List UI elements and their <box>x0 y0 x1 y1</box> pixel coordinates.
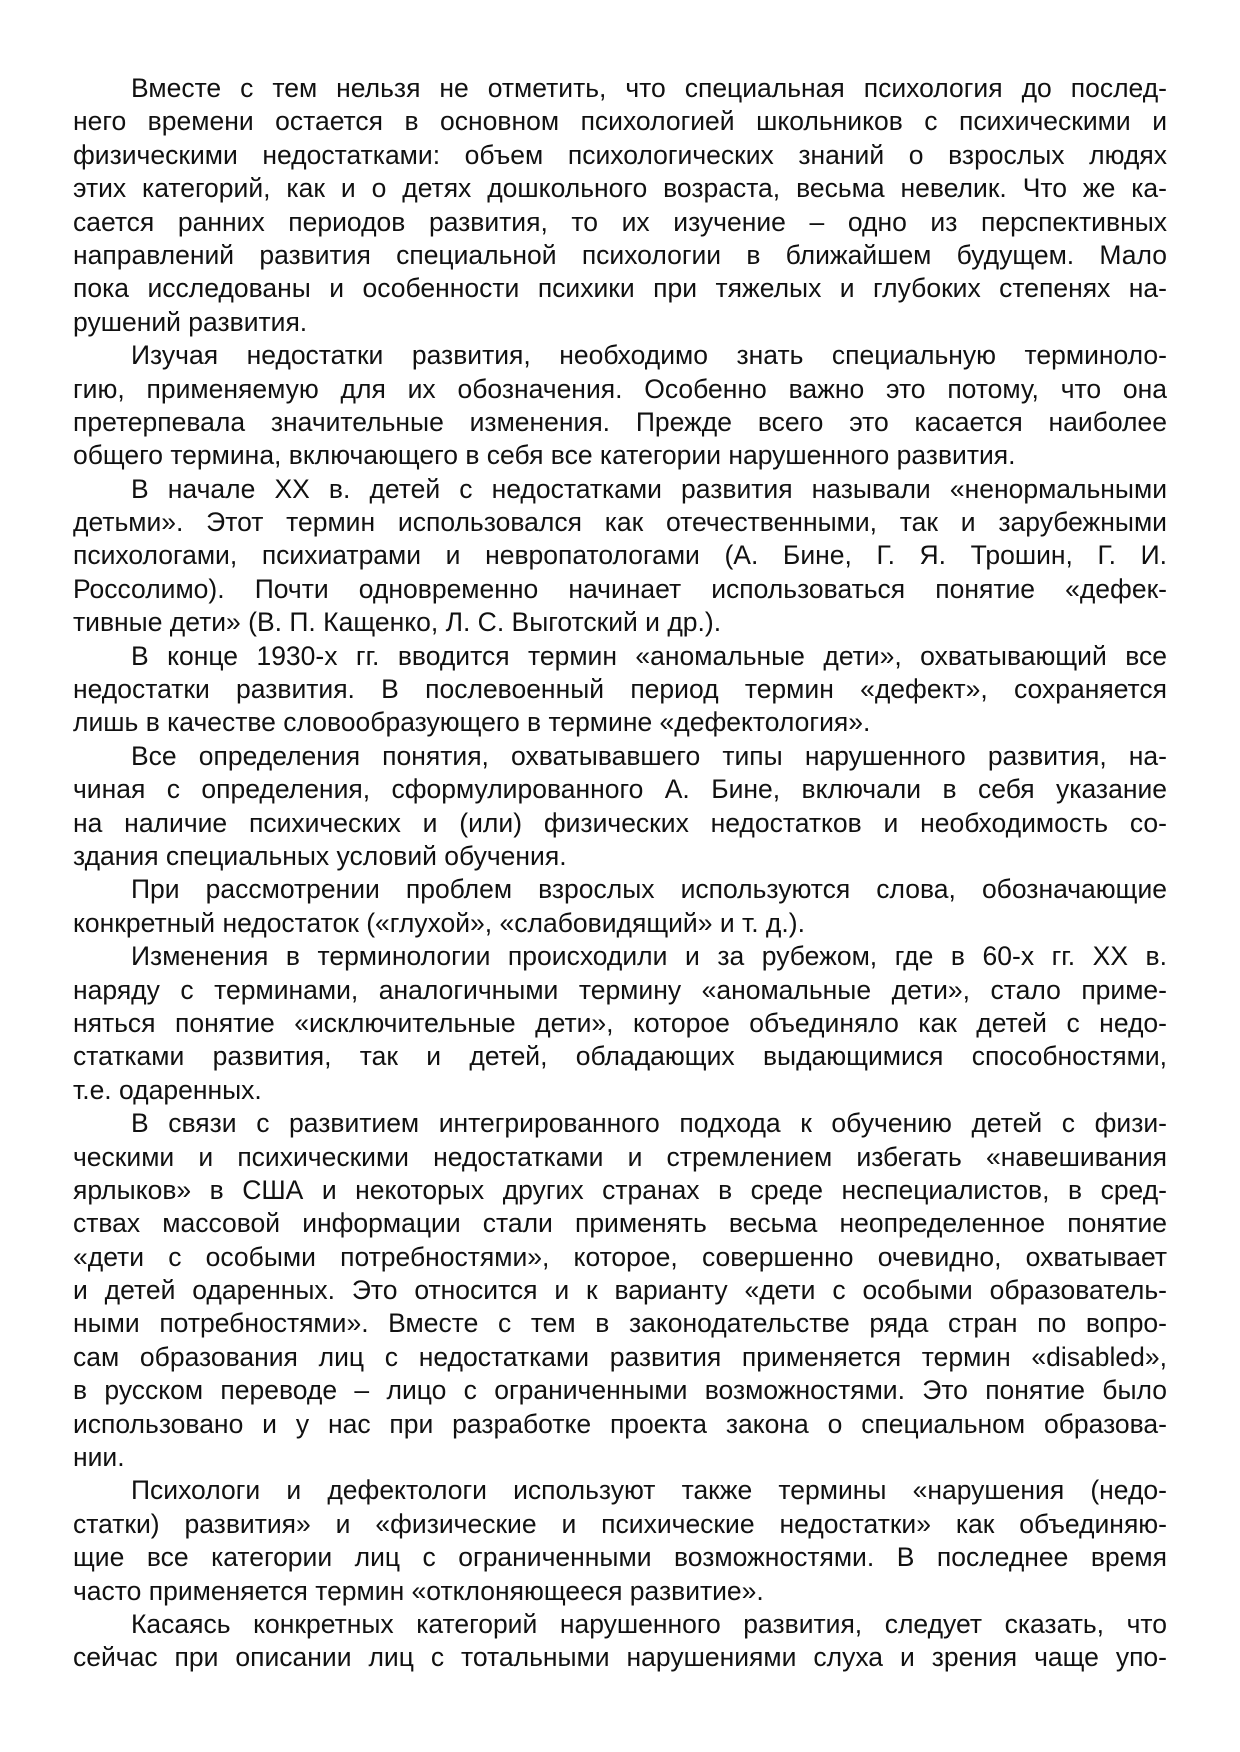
text-line: здания специальных условий обучения. <box>73 840 567 871</box>
text-line: Все определения понятия, охватывавшего типы нарушенного развития, на- <box>131 740 1167 771</box>
text-line: сам образования лиц с недостатками развития применяется термин «disabled», <box>73 1341 1167 1372</box>
text-line: Изучая недостатки развития, необходимо знать специальную терминоло- <box>131 340 1167 371</box>
paragraph <box>73 1107 1167 1474</box>
text-line: конкретный недостаток («глухой», «слабовидящий» и т. д.). <box>73 907 805 938</box>
text-line: наряду с терминами, аналогичными термину «аномальные дети», стало приме- <box>73 974 1167 1005</box>
text-line: сейчас при описании лиц с тотальными нарушениями слуха и зрения чаще упо- <box>73 1642 1167 1673</box>
text-line: чиная с определения, сформулированного А. Бине, включали в себя указание <box>73 774 1167 805</box>
paragraph <box>73 940 1167 1107</box>
paragraph <box>73 740 1167 874</box>
paragraph <box>73 640 1167 740</box>
text-line: использовано и у нас при разработке проекта закона о специальном образова- <box>73 1408 1167 1439</box>
text-line: В начале XX в. детей с недостатками развития называли «ненормальными <box>131 473 1167 504</box>
text-line: В конце 1930-х гг. вводится термин «аномальные дети», охватывающий все <box>131 640 1167 671</box>
text-line: нии. <box>73 1442 125 1473</box>
text-line: При рассмотрении проблем взрослых используются слова, обозначающие <box>131 874 1167 905</box>
text-line: ярлыков» в США и некоторых других странах в среде неспециалистов, в сред- <box>73 1174 1167 1205</box>
text-line: статки) развития» и «физические и психические недостатки» как объединяю- <box>73 1508 1167 1539</box>
text-line: тивные дети» (В. П. Кащенко, Л. С. Выготский и др.). <box>73 607 722 638</box>
text-line: Касаясь конкретных категорий нарушенного развития, следует сказать, что <box>131 1608 1167 1639</box>
text-line: претерпевала значительные изменения. Прежде всего это касается наиболее <box>73 406 1167 437</box>
text-line: направлений развития специальной психологии в ближайшем будущем. Мало <box>73 239 1167 270</box>
text-line: общего термина, включающего в себя все категории нарушенного развития. <box>73 440 1016 471</box>
text-line: т.е. одаренных. <box>73 1074 262 1105</box>
paragraph <box>73 1474 1167 1608</box>
paragraph <box>73 339 1167 473</box>
text-line: Изменения в терминологии происходили и за рубежом, где в 60-х гг. XX в. <box>131 941 1167 972</box>
text-line: няться понятие «исключительные дети», которое объединяло как детей с недо- <box>73 1007 1167 1038</box>
paragraph <box>73 473 1167 640</box>
text-line: пока исследованы и особенности психики при тяжелых и глубоких степенях на- <box>73 273 1167 304</box>
text-line: В связи с развитием интегрированного подхода к обучению детей с физи- <box>131 1108 1167 1139</box>
text-line: Вместе с тем нельзя не отметить, что специальная психология до послед- <box>131 73 1167 103</box>
text-line: него времени остается в основном психологией школьников с психическими и <box>73 106 1167 137</box>
text-line: Психологи и дефектологи используют также термины «нарушения (недо- <box>131 1475 1167 1506</box>
text-line: этих категорий, как и о детях дошкольного возраста, весьма невелик. Что же ка- <box>73 173 1167 204</box>
text-line: физическими недостатками: объем психологических знаний о взрослых людях <box>73 139 1167 170</box>
text-line: «дети с особыми потребностями», которое, совершенно очевидно, охватывает <box>73 1241 1167 1272</box>
text-line: щие все категории лиц с ограниченными возможностями. В последнее время <box>73 1542 1167 1573</box>
text-line: гию, применяемую для их обозначения. Особенно важно это потому, что она <box>73 373 1167 404</box>
text-line: часто применяется термин «отклоняющееся развитие». <box>73 1575 764 1606</box>
text-line: и детей одаренных. Это относится и к варианту «дети с особыми образователь- <box>73 1275 1167 1306</box>
paragraph <box>73 72 1167 339</box>
paragraph <box>73 1608 1167 1675</box>
paragraph <box>73 873 1167 940</box>
text-line: лишь в качестве словообразующего в термине «дефектология». <box>73 707 871 738</box>
text-line: статками развития, так и детей, обладающих выдающимися способностями, <box>73 1041 1167 1072</box>
text-line: Россолимо). Почти одновременно начинает использоваться понятие «дефек- <box>73 573 1167 604</box>
text-line: психологами, психиатрами и невропатологами (А. Бине, Г. Я. Трошин, Г. И. <box>73 540 1167 571</box>
text-line: детьми». Этот термин использовался как отечественными, так и зарубежными <box>73 507 1167 538</box>
text-line: в русском переводе – лицо с ограниченными возможностями. Это понятие было <box>73 1375 1167 1406</box>
text-line: недостатки развития. В послевоенный период термин «дефект», сохраняется <box>73 674 1167 705</box>
text-line: ными потребностями». Вместе с тем в законодательстве ряда стран по вопро- <box>73 1308 1167 1339</box>
text-line: ствах массовой информации стали применять весьма неопределенное понятие <box>73 1208 1167 1239</box>
text-line: рушений развития. <box>73 306 308 337</box>
document-page <box>73 72 1167 1675</box>
text-line: сается ранних периодов развития, то их изучение – одно из перспективных <box>73 206 1167 237</box>
text-line: ческими и психическими недостатками и стремлением избегать «навешивания <box>73 1141 1167 1172</box>
text-line: на наличие психических и (или) физических недостатков и необходимость со- <box>73 807 1167 838</box>
